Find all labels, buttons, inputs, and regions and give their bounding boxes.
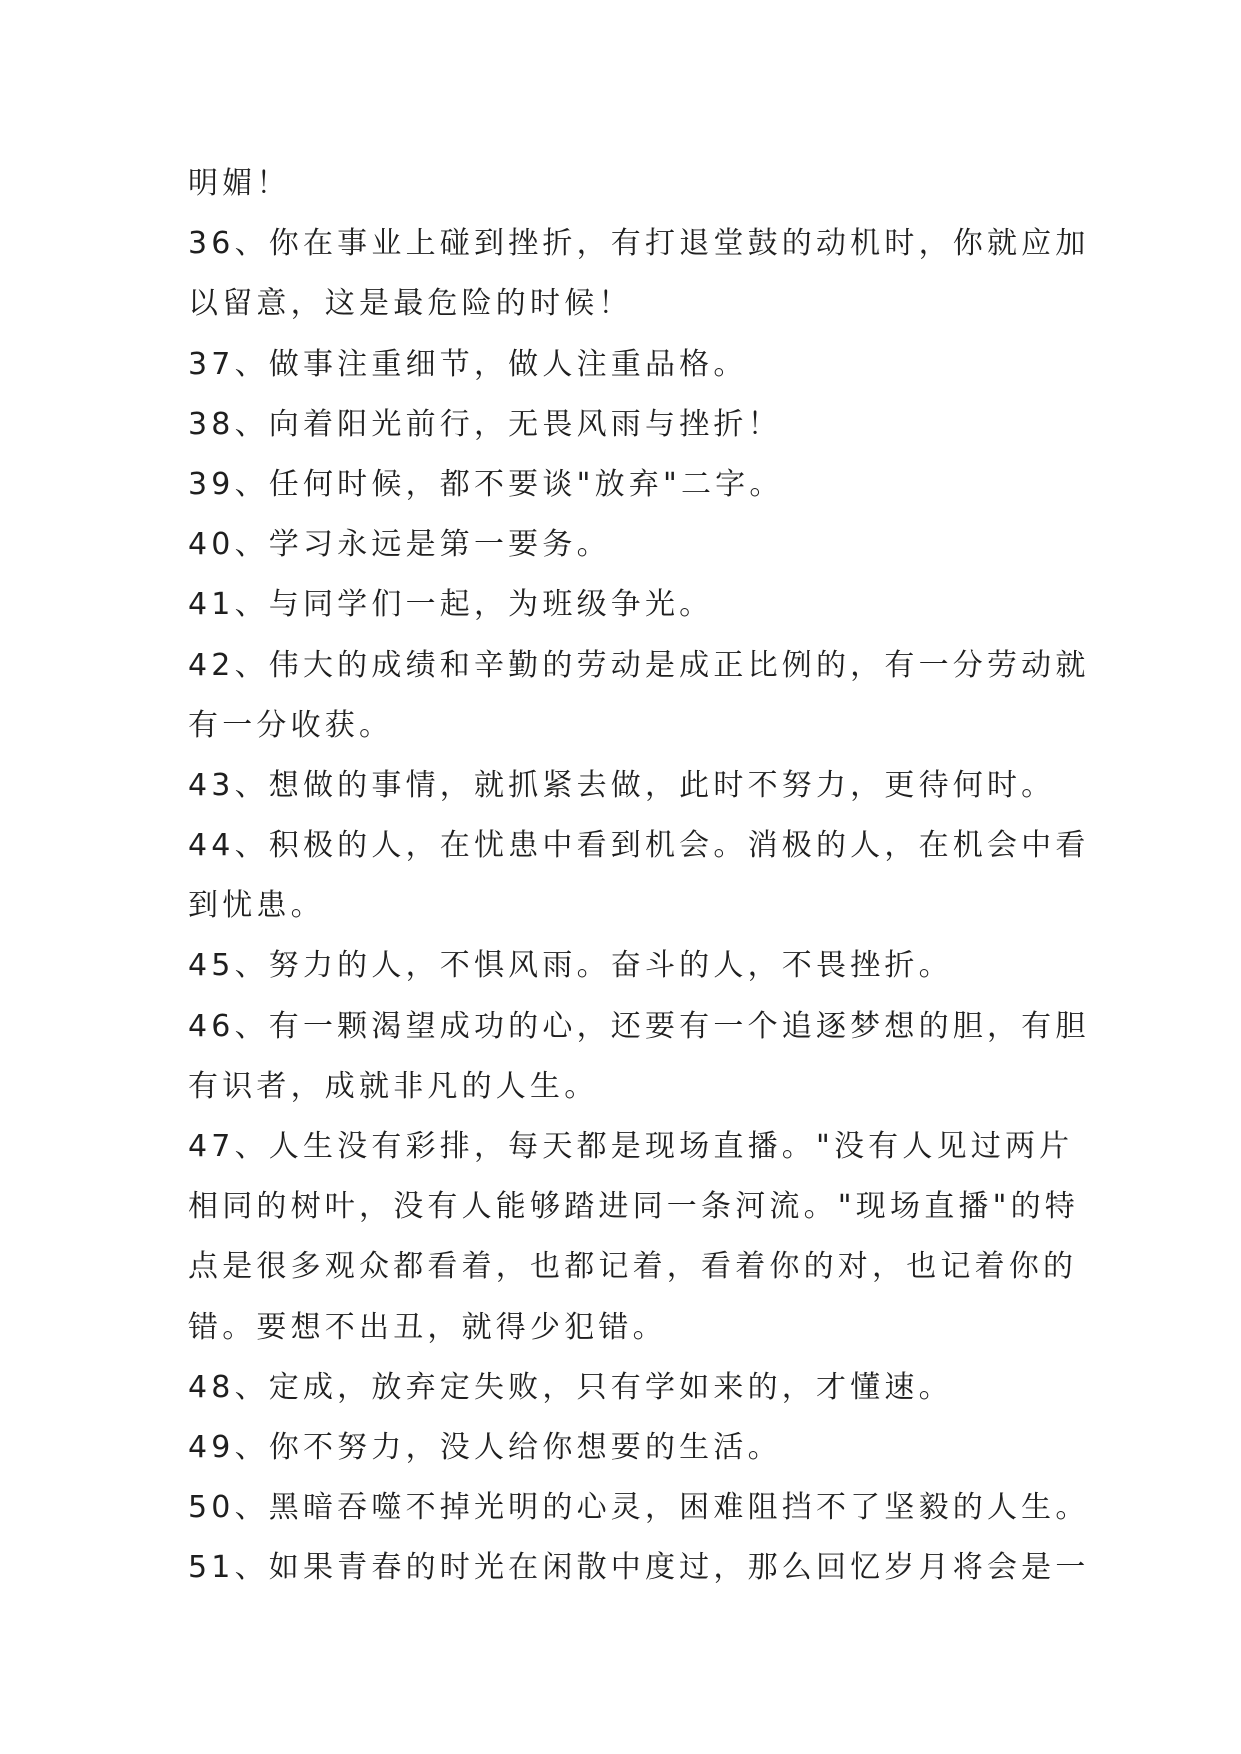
text-line: 50、黑暗吞噬不掉光明的心灵，困难阻挡不了坚毅的人生。 xyxy=(188,1490,1090,1526)
text-line: 41、与同学们一起，为班级争光。 xyxy=(188,587,714,623)
text-line: 有一分收获。 xyxy=(188,707,394,743)
text-line: 44、积极的人，在忧患中看到机会。消极的人，在机会中看 xyxy=(188,828,1090,864)
text-line: 点是很多观众都看着，也都记着，看着你的对，也记着你的 xyxy=(188,1249,1078,1285)
text-line: 43、想做的事情，就抓紧去做，此时不努力，更待何时。 xyxy=(188,767,1056,803)
text-line: 47、人生没有彩排，每天都是现场直播。"没有人见过两片 xyxy=(188,1129,1074,1164)
text-line: 46、有一颗渴望成功的心，还要有一个追逐梦想的胆，有胆 xyxy=(188,1008,1090,1044)
text-line: 错。要想不出丑，就得少犯错。 xyxy=(188,1309,667,1345)
text-line: 45、努力的人，不惧风雨。奋斗的人，不畏挫折。 xyxy=(188,948,953,984)
text-line: 39、任何时候，都不要谈"放弃"二字。 xyxy=(188,466,784,502)
text-line: 40、学习永远是第一要务。 xyxy=(188,527,611,563)
text-line: 36、你在事业上碰到挫折，有打退堂鼓的动机时，你就应加 xyxy=(188,226,1090,262)
text-line: 以留意，这是最危险的时候！ xyxy=(188,286,633,322)
text-line: 37、做事注重细节，做人注重品格。 xyxy=(188,346,748,382)
text-line: 48、定成，放弃定失败，只有学如来的，才懂速。 xyxy=(188,1369,953,1405)
text-line: 49、你不努力，没人给你想要的生活。 xyxy=(188,1429,782,1465)
text-line: 有识者，成就非凡的人生。 xyxy=(188,1068,599,1104)
text-line: 38、向着阳光前行，无畏风雨与挫折！ xyxy=(188,406,782,442)
text-line: 明媚！ xyxy=(188,166,291,201)
text-line: 42、伟大的成绩和辛勤的劳动是成正比例的，有一分劳动就 xyxy=(188,647,1090,683)
text-line: 51、如果青春的时光在闲散中度过，那么回忆岁月将会是一 xyxy=(188,1550,1090,1586)
text-line: 相同的树叶，没有人能够踏进同一条河流。"现场直播"的特 xyxy=(188,1189,1079,1225)
quote-list xyxy=(188,154,1088,1599)
text-line: 到忧患。 xyxy=(188,888,325,924)
